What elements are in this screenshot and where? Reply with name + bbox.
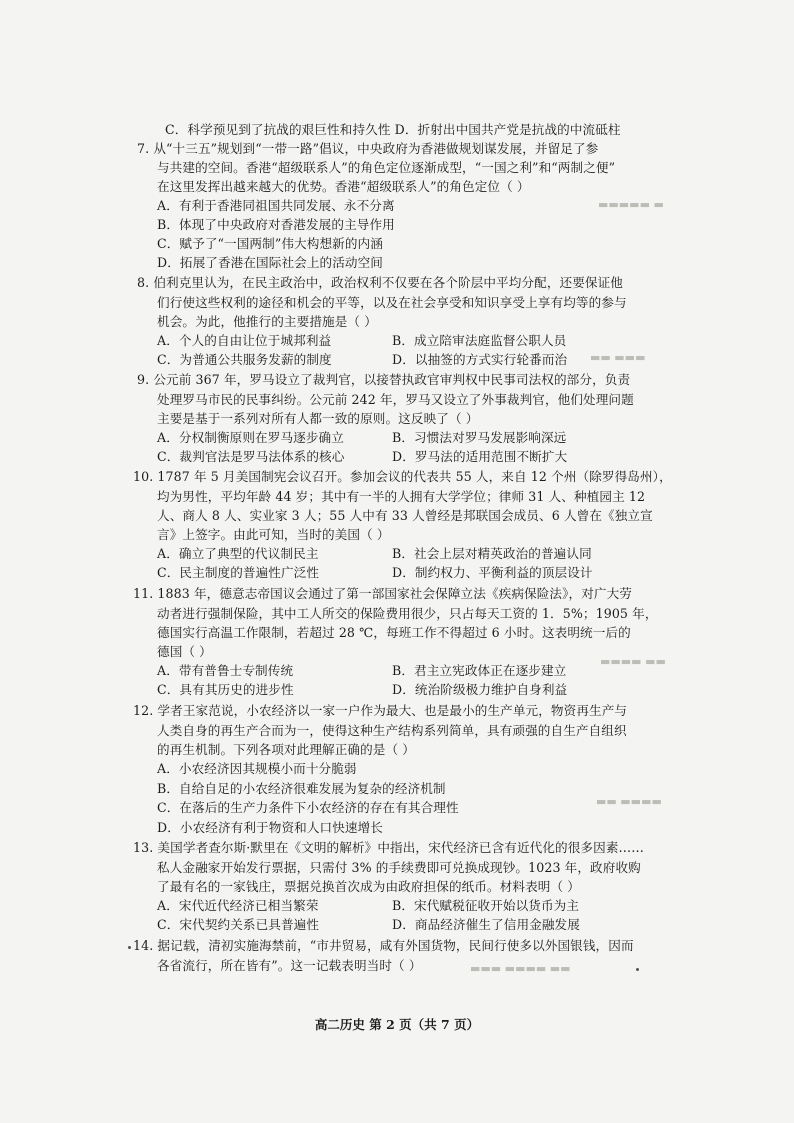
bleed-through-mark: ▬▬▬ ▬▬▬▬ ▬▬ [470, 962, 571, 975]
text-line: 与共建的空间。香港“超级联系人”的角色定位逐渐成型，“一国之利”和“两制之便” [157, 160, 616, 175]
option-a: A．确立了典型的代议制民主 [157, 546, 319, 561]
text-line: 机会。为此，他推行的主要措施是（ ） [157, 314, 377, 329]
text-line: 人、商人 8 人、实业家 3 人；55 人中有 33 人曾经是邦联国会成员、6 人曾在《独立宣 [157, 508, 653, 523]
text-line: 私人金融家开始发行票据，只需付 3% 的手续费即可兑换成现钞。1023 年，政府收购 [157, 860, 641, 875]
option-b: B．习惯法对罗马发展影响深远 [392, 430, 567, 445]
page-footer: 高二历史 第 2 页（共 7 页） [314, 1017, 480, 1032]
option-c: C．为普通公共服务发薪的制度 [157, 352, 332, 367]
option-d: D．罗马法的适用范围不断扩大 [392, 449, 568, 464]
question-10-stem: 10. 1787 年 5 月美国制宪会议召开。参加会议的代表共 55 人，来自 12 个州（除罗得岛州）， [133, 469, 672, 484]
text-line: 德国实行高温工作限制，若超过 28 ℃，每班工作不得超过 6 小时。这表明统一后的 [157, 625, 631, 640]
option-b: B．体现了中央政府对香港发展的主导作用 [157, 217, 395, 232]
question-12-stem: 12. 学者王家范说，小农经济以一家一户作为最大、也是最小的生产单元，物资再生产与 [133, 703, 628, 718]
option-c: C．民主制度的普遍性广泛性 [157, 565, 320, 580]
option-d: D．统治阶级极力维护自身利益 [392, 682, 568, 697]
text-line: 处理罗马市民的民事纠纷。公元前 242 年，罗马又设立了外事裁判官，他们处理问题 [157, 392, 634, 407]
text-line: 各省流行，所在皆有”。这一记载表明当时（ ） [157, 958, 422, 973]
text-line: 德国（ ） [157, 644, 212, 659]
option-a: A．个人的自由让位于城邦利益 [157, 333, 332, 348]
text-line: 们行使这些权利的途径和机会的平等，以及在社会享受和知识享受上享有均等的参与 [157, 295, 627, 310]
question-14-stem: 14. 据记载，清初实施海禁前，“市井贸易，咸有外国货物，民间行使多以外国银钱，因而 [133, 938, 634, 953]
text-line: 的再生机制。下列各项对此理解正确的是（ ） [157, 742, 415, 757]
option-c: C．裁判官法是罗马法体系的核心 [157, 449, 345, 464]
option-a: A．分权制衡原则在罗马逐步确立 [157, 430, 344, 445]
question-13-stem: 13. 美国学者查尔斯·默里在《文明的解析》中指出，宋代经济已含有近代化的很多因素…… [133, 840, 644, 855]
option-d: D．拓展了香港在国际社会上的活动空间 [157, 255, 383, 270]
text-line: 人类自身的再生产合而为一，使得这种生产结构系列简单，具有顽强的自生产自组织 [157, 723, 627, 738]
option-c: C．宋代契约关系已具普遍性 [157, 917, 320, 932]
scan-speck [636, 968, 639, 971]
option-b: B．社会上层对精英政治的普遍认同 [392, 546, 592, 561]
bleed-through-mark: ▬▬ ▬▬▬ [590, 351, 646, 364]
option-d: D．以抽签的方式实行轮番而治 [392, 352, 568, 367]
question-8-stem: 8. 伯利克里认为，在民主政治中，政治权利不仅要在各个阶层中平均分配，还要保证他 [137, 275, 623, 290]
bleed-through-mark: ▬▬ ▬▬▬▬ [596, 795, 662, 808]
option-c: C．赋予了“一国两制”伟大构想新的内涵 [157, 236, 383, 251]
question-7-stem: 7. 从“十三五”规划到“一带一路”倡议，中央政府为香港做规划谋发展，并留足了参 [137, 141, 599, 156]
bleed-through-mark: ▬▬▬▬ ▬▬ [600, 655, 666, 668]
scan-speck [128, 946, 131, 949]
option-a: A．有利于香港同祖国共同发展、永不分离 [157, 198, 395, 213]
option-a: A．小农经济因其规模小而十分脆弱 [157, 761, 357, 776]
option-d: D．制约权力、平衡利益的顶层设计 [392, 565, 593, 580]
option-b: B．宋代赋税征收开始以货币为主 [392, 898, 580, 913]
option-c: C．具有其历史的进步性 [157, 682, 294, 697]
option-b: B．君主立宪政体正在逐步建立 [392, 663, 567, 678]
option-a: A．宋代近代经济已相当繁荣 [157, 898, 319, 913]
option-a: A．带有普鲁士专制传统 [157, 663, 294, 678]
text-line: 了最有名的一家钱庄，票据兑换首次成为由政府担保的纸币。材料表明（ ） [157, 879, 580, 894]
text-line: 动者进行强制保险，其中工人所交的保险费用很少，只占每天工资的 1．5%；1905 年， [157, 606, 658, 621]
option-d: D．商品经济催生了信用金融发展 [392, 917, 580, 932]
text-line: 在这里发挥出越来越大的优势。香港“超级联系人”的角色定位（ ） [157, 179, 530, 194]
bleed-through-mark: ▬▬▬▬▬ ▬ [598, 198, 664, 211]
option-d: D．小农经济有利于物资和人口快速增长 [157, 820, 383, 835]
option-b: B．自给自足的小农经济很难发展为复杂的经济机制 [157, 781, 446, 796]
option-c: C．在落后的生产力条件下小农经济的存在有其合理性 [157, 800, 459, 815]
text-line: 均为男性，平均年龄 44 岁；其中有一半的人拥有大学学位；律师 31 人、种植园主 12 [157, 489, 646, 504]
text-line: 主要是基于一系列对所有人都一致的原则。这反映了（ ） [157, 411, 479, 426]
question-11-stem: 11. 1883 年，德意志帝国议会通过了第一部国家社会保障立法《疾病保险法》，对广大劳 [133, 586, 632, 601]
option-b: B．成立陪审法庭监督公职人员 [392, 333, 567, 348]
text-line: C．科学预见到了抗战的艰巨性和持久性 D．折射出中国共产党是抗战的中流砥柱 [165, 122, 621, 137]
text-line: 言》上签字。由此可知，当时的美国（ ） [157, 527, 390, 542]
question-9-stem: 9. 公元前 367 年，罗马设立了裁判官，以接替执政官审判权中民事司法权的部分，负责 [137, 372, 631, 387]
